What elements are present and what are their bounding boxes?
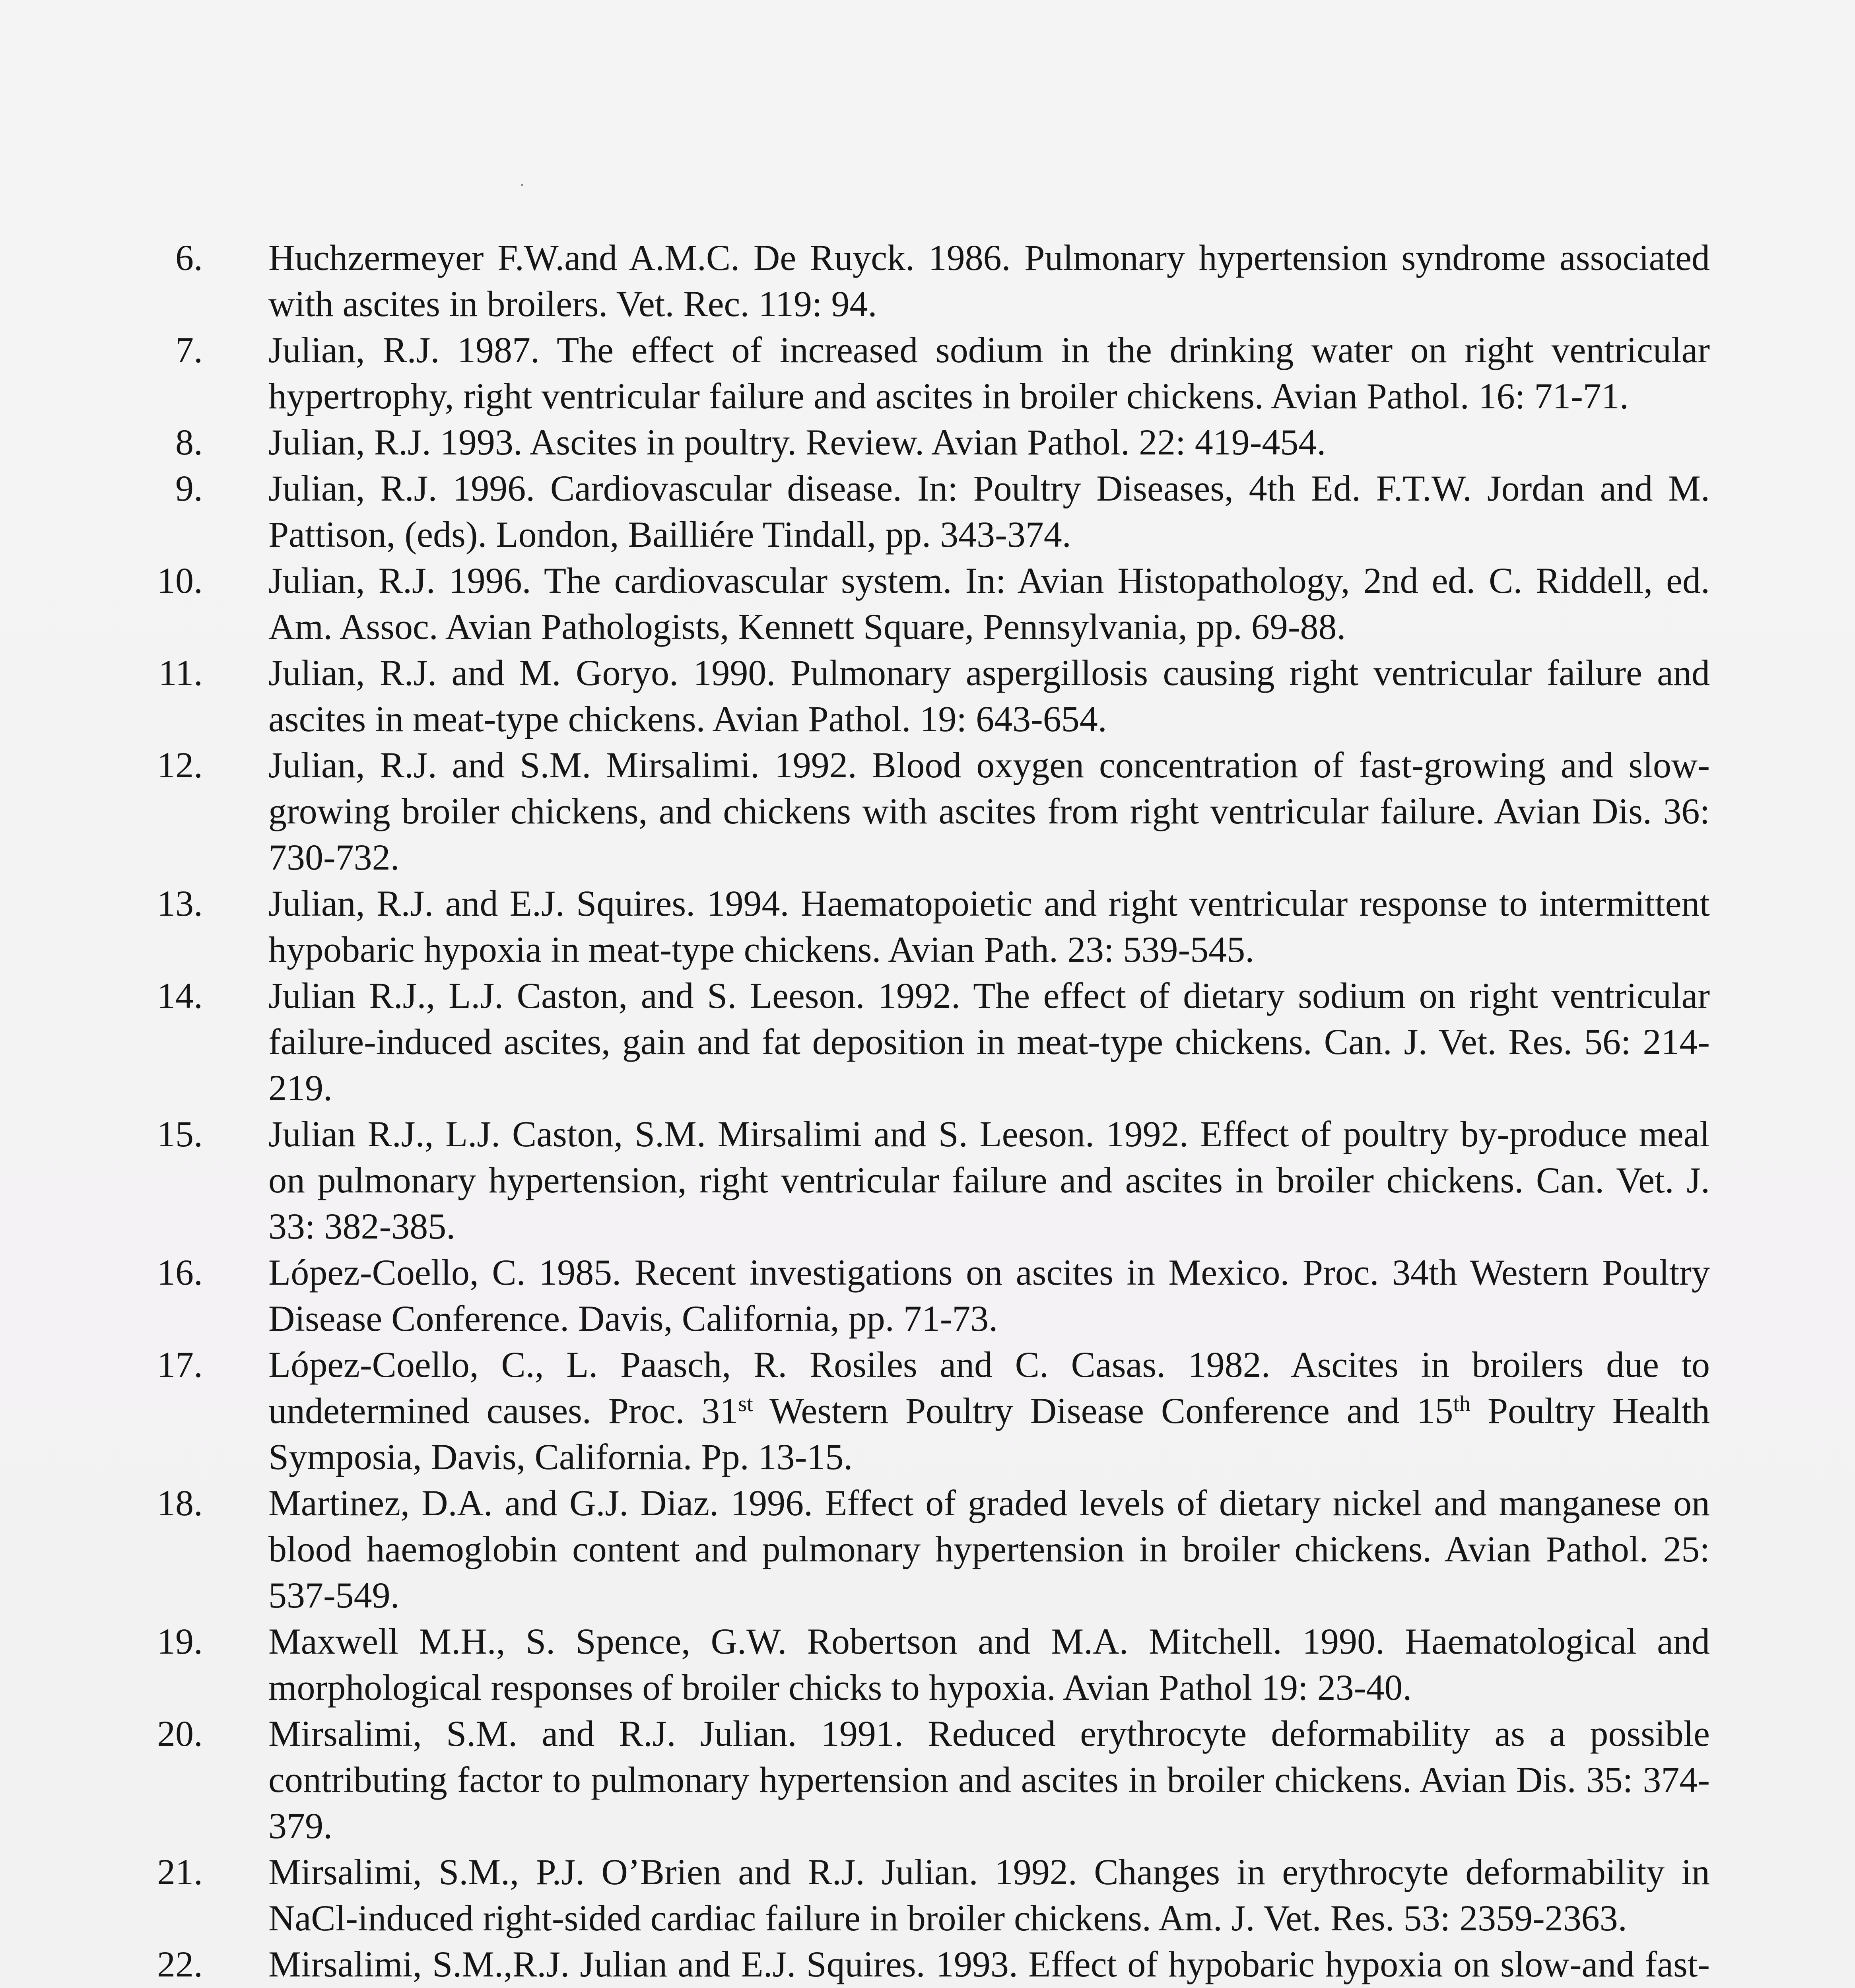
reference-number: 7. (175, 330, 203, 370)
reference-text: Julian, R.J. and E.J. Squires. 1994. Haematopoietic and right ventricular response to intermittent hypobaric hypoxia in meat-type chickens. Avian Path. 23: 539-545. (268, 883, 1710, 970)
reference-text-part: Poultry Health Symposia, Davis, California. Pp. 13-15. (268, 1390, 1710, 1477)
reference-item (147, 880, 1710, 973)
reference-item (147, 973, 1710, 1111)
reference-item (147, 650, 1710, 742)
ordinal-suffix: th (1453, 1392, 1471, 1416)
reference-number: 21. (157, 1852, 203, 1892)
reference-number: 13. (157, 883, 203, 924)
reference-text: Julian R.J., L.J. Caston, S.M. Mirsalimi and S. Leeson. 1992. Effect of poultry by-produce meal on pulmonary hypertension, right ventricular failure and ascites in broiler chickens. Can. Vet. J. 33: 382-385. (268, 1114, 1710, 1246)
reference-item (147, 1941, 1710, 1988)
reference-number: 12. (157, 745, 203, 785)
reference-text: Mirsalimi, S.M. and R.J. Julian. 1991. Reduced erythrocyte deformability as a possible contributing factor to pulmonary hypertension and ascites in broiler chickens. Avian Dis. 35: 374-379. (268, 1713, 1710, 1846)
reference-number: 15. (157, 1114, 203, 1154)
reference-item (147, 235, 1710, 327)
reference-number: 22. (157, 1944, 203, 1984)
reference-text: Julian, R.J. and S.M. Mirsalimi. 1992. Blood oxygen concentration of fast-growing and slow-growing broiler chickens, and chickens with ascites from right ventricular failure. Avian Dis. 36: 730-732. (268, 745, 1710, 878)
reference-text (268, 1342, 1710, 1480)
reference-text: López-Coello, C. 1985. Recent investigations on ascites in Mexico. Proc. 34th Western Poultry Disease Conference. Davis, California, pp. 71-73. (268, 1252, 1710, 1339)
reference-number: 9. (175, 468, 203, 509)
reference-item (147, 1342, 1710, 1480)
ordinal-suffix: st (738, 1392, 753, 1416)
reference-item (147, 1618, 1710, 1710)
reference-number: 10. (157, 560, 203, 601)
reference-text-part: López-Coello, C., L. Paasch, R. Rosiles and C. Casas. 1982. Ascites in broilers due to undetermined causes. Proc. 31 (268, 1344, 1710, 1431)
reference-text: Maxwell M.H., S. Spence, G.W. Robertson and M.A. Mitchell. 1990. Haematological and morphological responses of broiler chicks to hypoxia. Avian Pathol 19: 23-40. (268, 1621, 1710, 1708)
reference-number: 19. (157, 1621, 203, 1662)
reference-list (147, 235, 1710, 1988)
reference-number: 16. (157, 1252, 203, 1293)
reference-number: 18. (157, 1483, 203, 1523)
reference-text: Julian, R.J. 1996. Cardiovascular disease. In: Poultry Diseases, 4th Ed. F.T.W. Jordan and M. Pattison, (eds). London, Bailliére Tindall, pp. 343-374. (268, 468, 1710, 555)
reference-text: Julian, R.J. and M. Goryo. 1990. Pulmonary aspergillosis causing right ventricular failure and ascites in meat-type chickens. Avian Pathol. 19: 643-654. (268, 652, 1710, 739)
scan-speck (521, 184, 523, 186)
reference-text: Mirsalimi, S.M.,R.J. Julian and E.J. Squires. 1993. Effect of hypobaric hypoxia on slow-and fast- (268, 1944, 1710, 1984)
reference-item (147, 742, 1710, 880)
reference-number: 8. (175, 422, 203, 462)
reference-text: Julian R.J., L.J. Caston, and S. Leeson. 1992. The effect of dietary sodium on right ventricular failure-induced ascites, gain and fat deposition in meat-type chickens. Can. J. Vet. Res. 56: 214-219. (268, 975, 1710, 1108)
reference-item (147, 419, 1710, 465)
reference-number: 20. (157, 1713, 203, 1754)
reference-text: Julian, R.J. 1987. The effect of increased sodium in the drinking water on right ventricular hypertrophy, right ventricular failure and ascites in broiler chickens. Avian Pathol. 16: 71-71. (268, 330, 1710, 416)
reference-item (147, 1111, 1710, 1249)
reference-item (147, 1480, 1710, 1618)
reference-item (147, 465, 1710, 557)
reference-text: Huchzermeyer F.W.and A.M.C. De Ruyck. 1986. Pulmonary hypertension syndrome associated with ascites in broilers. Vet. Rec. 119: 94. (268, 237, 1710, 324)
reference-number: 14. (157, 975, 203, 1016)
reference-item (147, 1249, 1710, 1342)
reference-number: 17. (157, 1344, 203, 1385)
reference-number: 11. (158, 652, 203, 693)
reference-text: Julian, R.J. 1996. The cardiovascular system. In: Avian Histopathology, 2nd ed. C. Riddell, ed. Am. Assoc. Avian Pathologists, Kennett Square, Pennsylvania, pp. 69-88. (268, 560, 1710, 647)
reference-item (147, 1849, 1710, 1941)
reference-number: 6. (175, 237, 203, 278)
reference-item (147, 557, 1710, 650)
reference-text: Martinez, D.A. and G.J. Diaz. 1996. Effect of graded levels of dietary nickel and manganese on blood haemoglobin content and pulmonary hypertension in broiler chickens. Avian Pathol. 25: 537-549. (268, 1483, 1710, 1615)
reference-item (147, 327, 1710, 419)
reference-item (147, 1710, 1710, 1849)
reference-text: Julian, R.J. 1993. Ascites in poultry. Review. Avian Pathol. 22: 419-454. (268, 422, 1326, 462)
reference-text-part: Western Poultry Disease Conference and 15 (753, 1390, 1453, 1431)
reference-text: Mirsalimi, S.M., P.J. O’Brien and R.J. Julian. 1992. Changes in erythrocyte deformability in NaCl-induced right-sided cardiac failure in broiler chickens. Am. J. Vet. Res. 53: 2359-2363. (268, 1852, 1710, 1938)
